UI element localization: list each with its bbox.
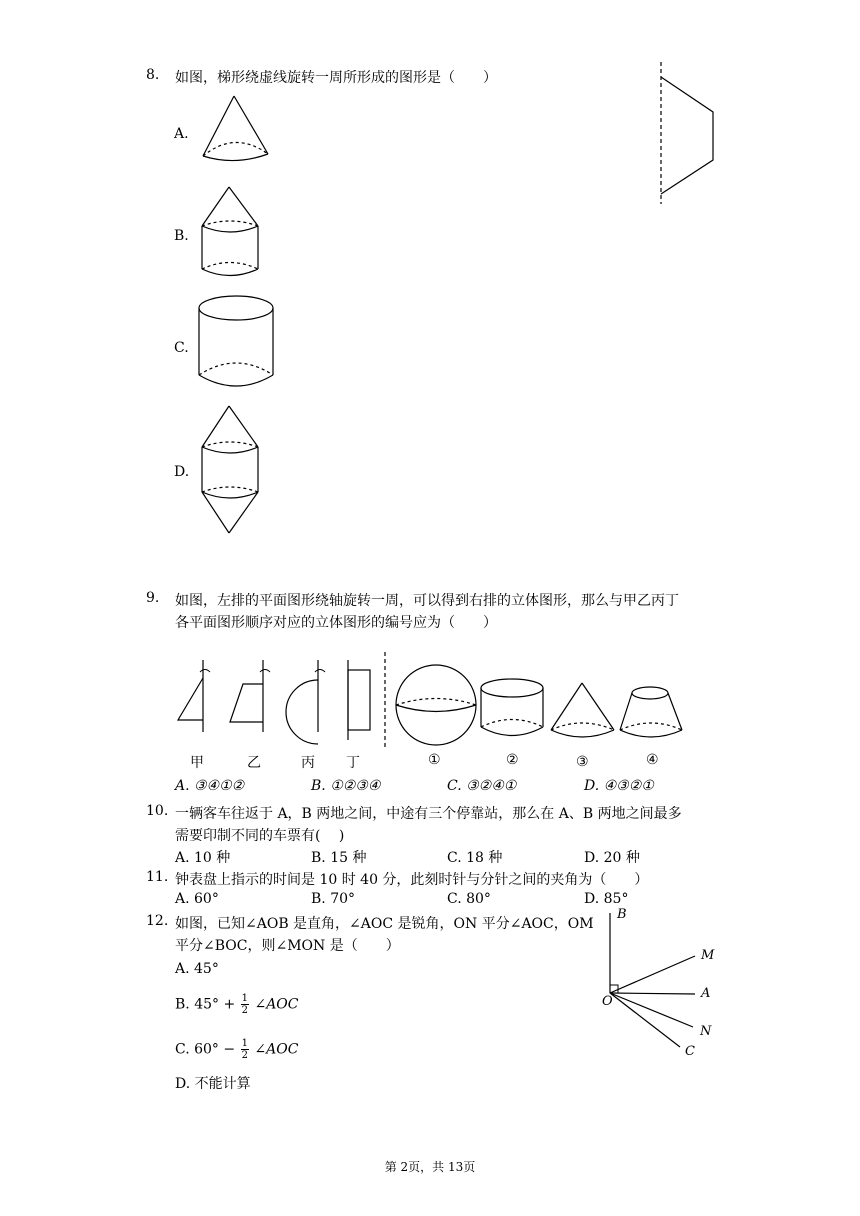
q9-solid-cylinder <box>481 679 543 736</box>
q9-label-1: ① <box>428 752 441 768</box>
q10-option-a: A. 10 种 <box>175 850 231 866</box>
q9-label-4: ④ <box>646 752 659 768</box>
q11-stem: 钟表盘上指示的时间是 10 时 40 分，此刻时针与分针之间的夹角为（ ） <box>175 872 649 888</box>
q9-shape-jia <box>178 660 210 732</box>
q12-option-c <box>175 1038 298 1061</box>
page-footer: 第 2页，共 13页 <box>384 1160 476 1174</box>
q12-label-m: M <box>701 948 715 963</box>
q8-option-d: D. <box>174 464 190 480</box>
q9-option-d: D. ④③②① <box>584 778 654 794</box>
fraction-numerator: 1 <box>241 1038 248 1049</box>
q9-label-bing: 丙 <box>301 755 315 771</box>
q12-option-b <box>175 993 299 1016</box>
q12-number: 12. <box>146 913 169 929</box>
q9-label-yi: 乙 <box>247 755 261 771</box>
q11-option-c: C. 80° <box>447 891 491 907</box>
q12-label-c: C <box>685 1044 695 1059</box>
q9-shape-ding <box>348 660 370 740</box>
q8-option-a-cone-figure <box>198 92 278 167</box>
q12-stem-line2: 平分∠BOC，则∠MON 是（ ） <box>175 938 400 954</box>
q8-option-c-cylinder-figure <box>196 293 286 393</box>
q12-option-a: A. 45° <box>175 961 219 977</box>
q9-label-2: ② <box>506 752 519 768</box>
q12-option-c-suffix: ∠AOC <box>254 1041 299 1058</box>
q12-angle-figure <box>595 905 725 1065</box>
q12-stem-line1: 如图，已知∠AOB 是直角，∠AOC 是锐角，ON 平分∠AOC，OM <box>175 916 594 932</box>
q9-shape-yi <box>230 660 270 732</box>
q8-option-c: C. <box>174 340 189 356</box>
q8-option-d-double-cone-cylinder-figure <box>196 403 276 538</box>
q10-option-d: D. 20 种 <box>584 850 640 866</box>
q10-number: 10. <box>146 803 169 819</box>
q12-option-d: D. 不能计算 <box>175 1076 251 1092</box>
q8-option-b-cone-cylinder-figure <box>196 184 276 284</box>
q8-option-b: B. <box>174 228 189 244</box>
q9-stem-line1: 如图，左排的平面图形绕轴旋转一周，可以得到右排的立体图形，那么与甲乙丙丁 <box>175 593 679 609</box>
q12-option-c-prefix: C. 60° − <box>175 1041 236 1058</box>
fraction-denominator: 2 <box>241 1050 248 1061</box>
q11-option-a: A. 60° <box>175 891 219 907</box>
q12-label-o: O <box>602 994 613 1009</box>
q10-stem-line1: 一辆客车往返于 A，B 两地之间，中途有三个停靠站，那么在 A、B 两地之间最多 <box>175 806 682 822</box>
q9-number: 9. <box>146 590 160 606</box>
fraction-numerator: 1 <box>241 993 249 1004</box>
q12-option-b-suffix: ∠AOC <box>254 996 299 1013</box>
q9-option-b: B. ①②③④ <box>311 778 381 794</box>
q12-label-b: B <box>617 907 627 922</box>
q8-stem: 如图，梯形绕虚线旋转一周所形成的图形是（ ） <box>175 70 497 86</box>
q12-label-n: N <box>700 1024 712 1039</box>
q9-option-c: C. ③②④① <box>447 778 517 794</box>
q9-stem-line2: 各平面图形顺序对应的立体图形的编号应为（ ） <box>175 615 497 631</box>
q10-option-c: C. 18 种 <box>447 850 503 866</box>
q11-option-b: B. 70° <box>311 891 356 907</box>
q11-number: 11. <box>146 869 169 885</box>
q9-solid-sphere <box>396 665 476 745</box>
q9-option-a: A. ③④①② <box>175 778 245 794</box>
q12-label-a: A <box>701 986 711 1001</box>
q12-option-b-prefix: B. 45° + <box>175 996 236 1013</box>
fraction-denominator: 2 <box>241 1005 249 1016</box>
q10-option-b: B. 15 种 <box>311 850 367 866</box>
q8-option-a: A. <box>174 126 189 142</box>
q12-option-b-fraction <box>241 993 249 1016</box>
q9-label-ding: 丁 <box>346 755 360 771</box>
q8-number: 8. <box>146 67 160 83</box>
q11-option-d: D. 85° <box>584 891 629 907</box>
q10-stem-line2: 需要印制不同的车票有( ) <box>175 828 345 844</box>
q9-label-3: ③ <box>576 754 589 770</box>
q9-label-jia: 甲 <box>190 755 204 771</box>
q12-option-c-fraction <box>241 1038 249 1061</box>
q9-solid-frustum <box>620 687 682 737</box>
q9-shape-bing <box>286 660 325 744</box>
q8-trapezoid-figure <box>655 62 725 207</box>
q9-solid-cone <box>551 683 614 737</box>
